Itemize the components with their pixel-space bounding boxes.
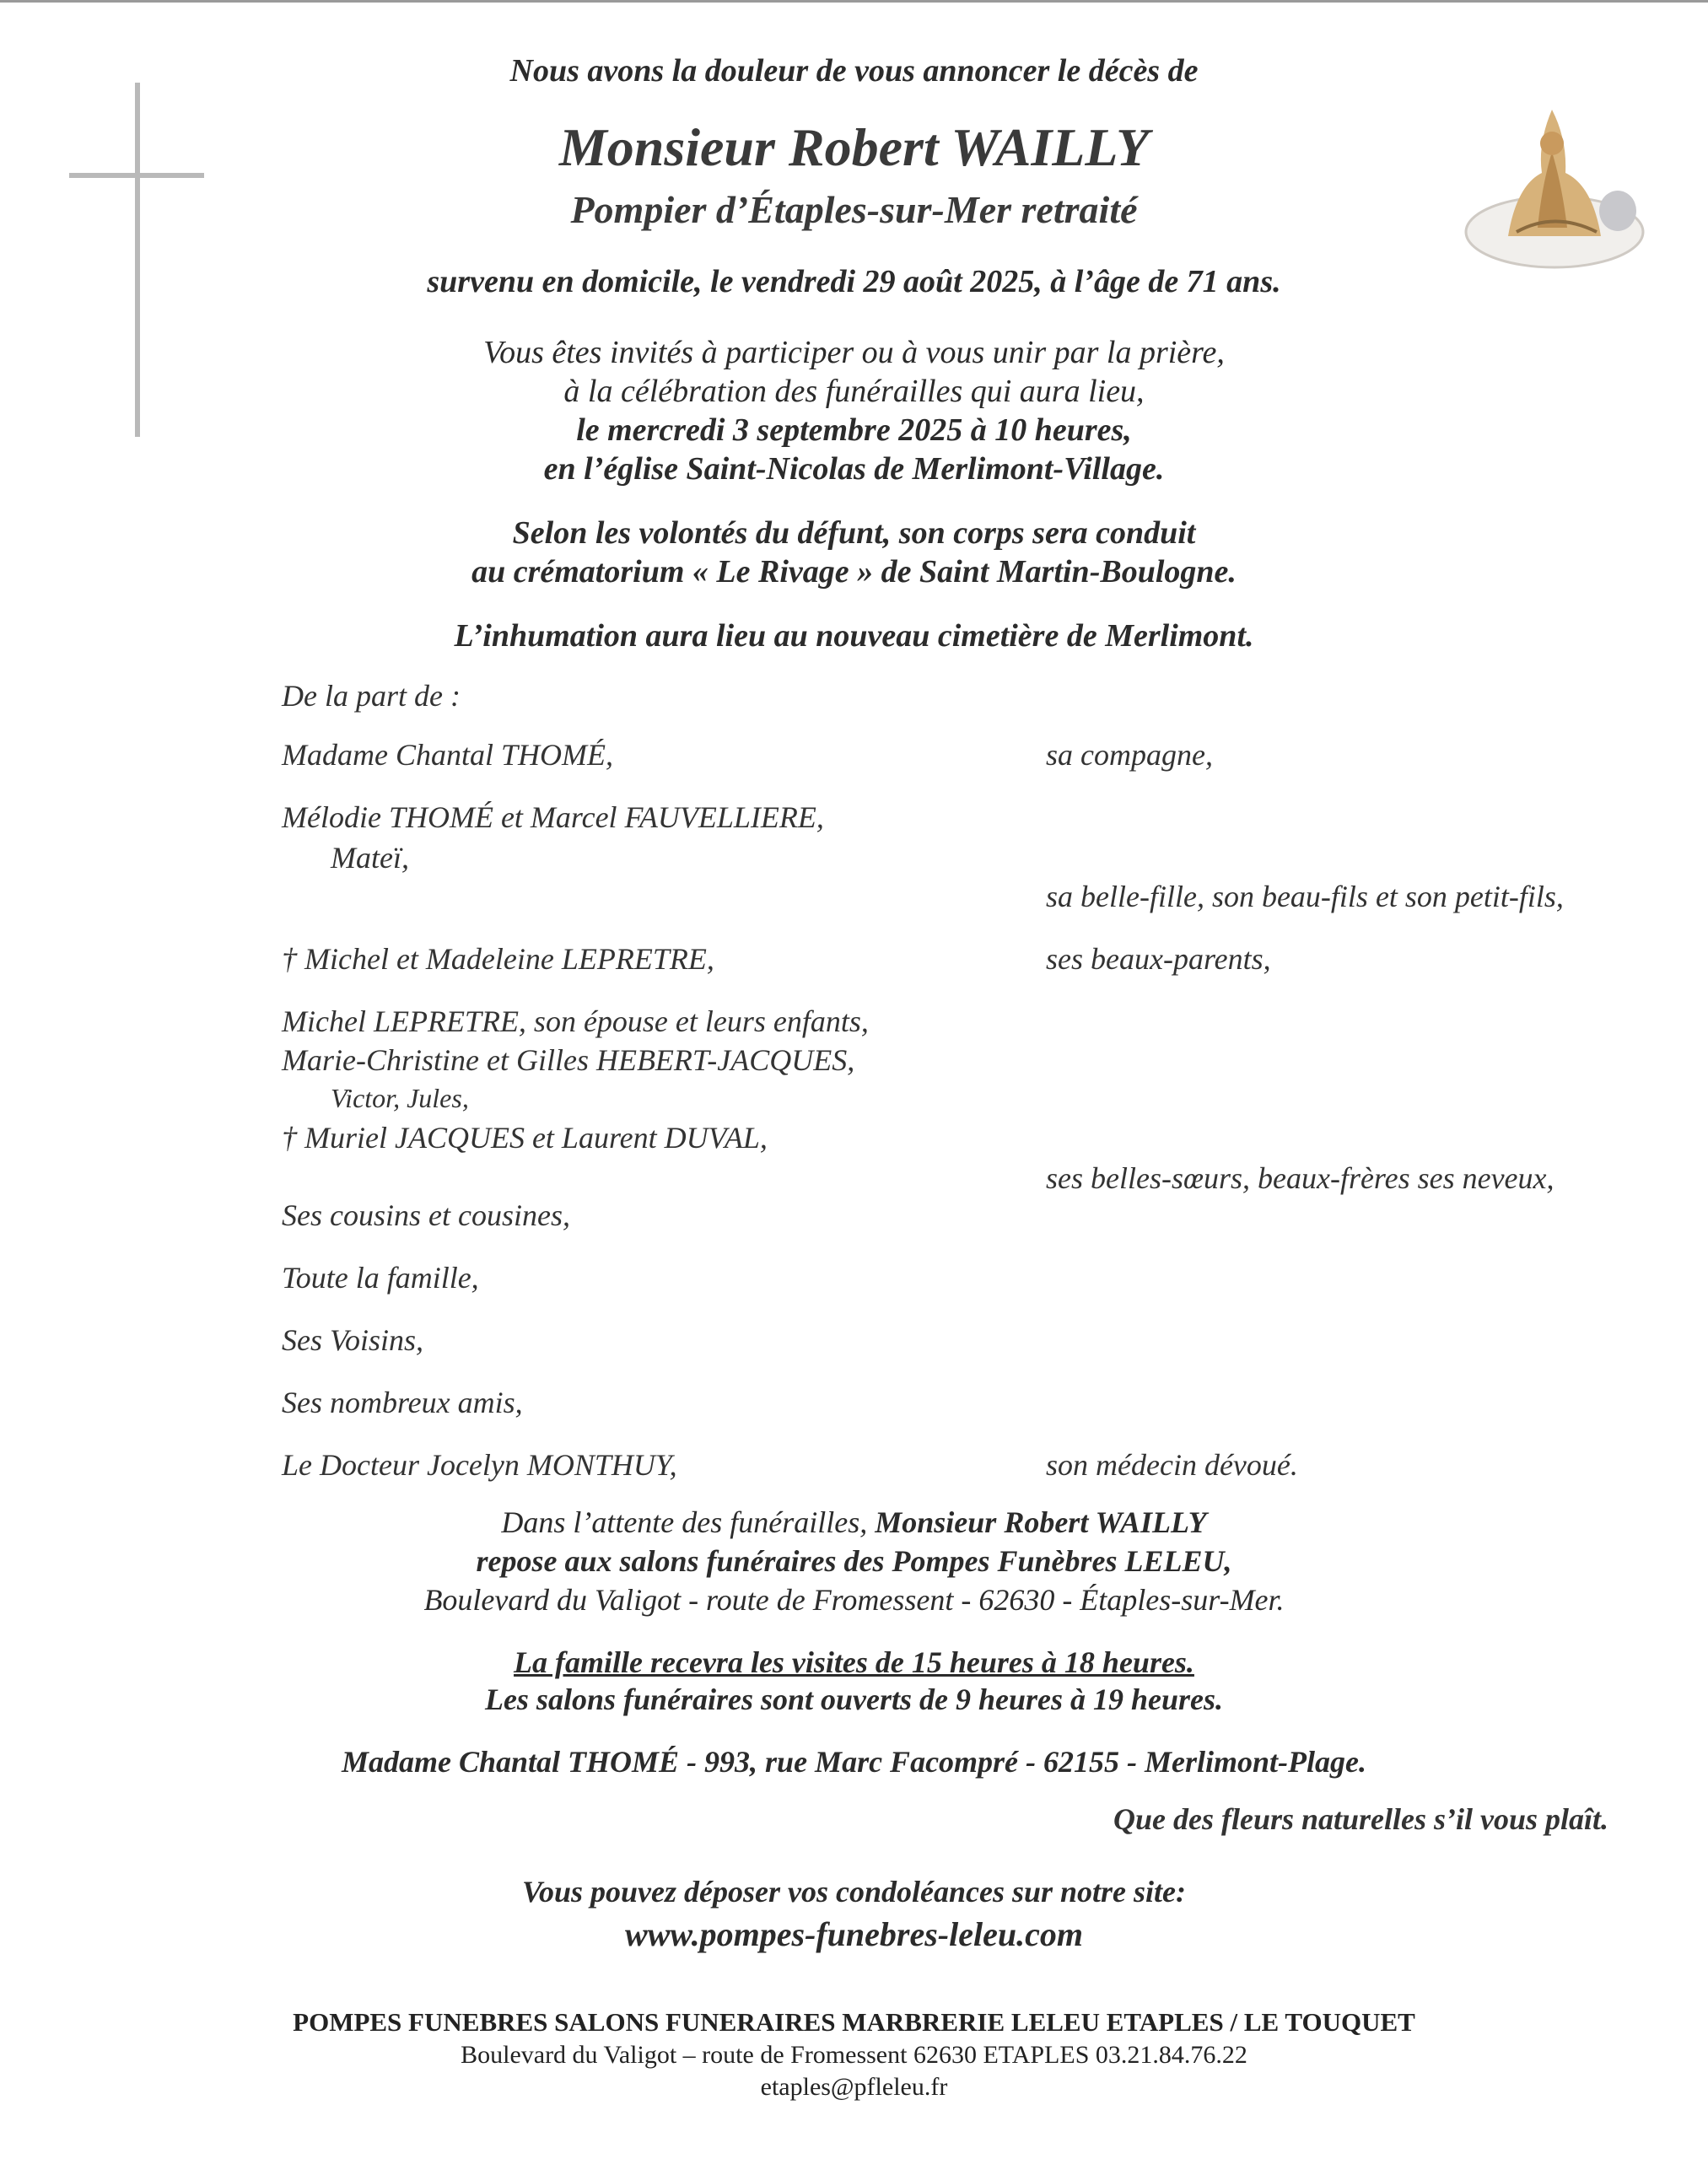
family-name: † Michel et Madeleine LEPRETRE, [282,942,714,976]
cremation-line-1: Selon les volontés du défunt, son corps sera conduit [512,515,1196,551]
family-relation: sa compagne, [1046,738,1213,772]
family-name: Mateï, [331,841,409,875]
flowers-notice: Que des fleurs naturelles s’il vous plaît. [1113,1802,1609,1836]
footer-company: POMPES FUNEBRES SALONS FUNERAIRES MARBRERIE LELEU ETAPLES / LE TOUQUET [293,2007,1415,2037]
family-name: Marie-Christine et Gilles HEBERT-JACQUES, [282,1043,855,1077]
footer-address: Boulevard du Valigot – route de Fromessent 62630 ETAPLES 03.21.84.76.22 [461,2041,1247,2069]
footer-email[interactable]: etaples@pfleleu.fr [760,2073,948,2101]
family-name: Madame Chantal THOMÉ, [282,738,613,772]
visits-line-1 [0,1645,1708,1680]
family-name: Victor, Jules, [331,1083,469,1113]
burial-notice: L’inhumation aura lieu au nouveau cimetière de Merlimont. [454,618,1254,654]
family-name: Ses nombreux amis, [282,1386,523,1419]
family-name: † Muriel JACQUES et Laurent DUVAL, [282,1121,768,1155]
family-relation: sa belle-fille, son beau-fils et son petit-fils, [1046,880,1564,913]
family-name: Ses Voisins, [282,1323,424,1357]
visits-hours: La famille recevra les visites de 15 heures à 18 heures. [514,1645,1194,1679]
ceremony-line-1: Vous êtes invités à participer ou à vous unir par la prière, [483,335,1225,370]
family-name: Mélodie THOMÉ et Marcel FAUVELLIERE, [282,800,824,834]
ceremony-line-2: à la célébration des funérailles qui aura lieu, [563,374,1145,409]
family-relation: son médecin dévoué. [1046,1448,1298,1482]
visits-line-2: Les salons funéraires sont ouverts de 9 heures à 19 heures. [484,1683,1224,1716]
ceremony-place: en l’église Saint-Nicolas de Merlimont-Village. [543,451,1165,487]
rest-line-1 [0,1505,1708,1540]
intro-text: Nous avons la douleur de vous annoncer le décès de [509,53,1199,89]
family-relation: ses belles-sœurs, beaux-frères ses neveux, [1046,1161,1554,1195]
top-border [0,0,1708,3]
family-name: Michel LEPRETRE, son épouse et leurs enfants, [282,1004,869,1038]
condolences-url[interactable]: www.pompes-funebres-leleu.com [625,1915,1083,1953]
rest-line-1-a: Dans l’attente des funérailles, [501,1505,876,1539]
family-relation: ses beaux-parents, [1046,942,1271,976]
cremation-line-2: au crématorium « Le Rivage » de Saint Martin-Boulogne. [471,554,1237,590]
rest-line-1-name: Monsieur Robert WAILLY [875,1505,1207,1539]
condolences-text: Vous pouvez déposer vos condoléances sur notre site: [521,1875,1186,1909]
ceremony-date: le mercredi 3 septembre 2025 à 10 heures, [576,412,1132,448]
family-name: Ses cousins et cousines, [282,1198,570,1232]
family-name: Toute la famille, [282,1261,479,1295]
deceased-title: Pompier d’Étaples-sur-Mer retraité [570,188,1138,231]
deceased-name: Monsieur Robert WAILLY [558,117,1150,177]
family-intro: De la part de : [282,679,461,713]
death-notice: survenu en domicile, le vendredi 29 août 2025, à l’âge de 71 ans. [427,264,1281,299]
family-name: Le Docteur Jocelyn MONTHUY, [282,1448,677,1482]
rest-line-3: Boulevard du Valigot - route de Fromessent - 62630 - Étaples-sur-Mer. [423,1583,1285,1617]
rest-line-2: repose aux salons funéraires des Pompes Funèbres LELEU, [476,1544,1232,1578]
contact-address: Madame Chantal THOMÉ - 993, rue Marc Facompré - 62155 - Merlimont-Plage. [342,1745,1366,1779]
